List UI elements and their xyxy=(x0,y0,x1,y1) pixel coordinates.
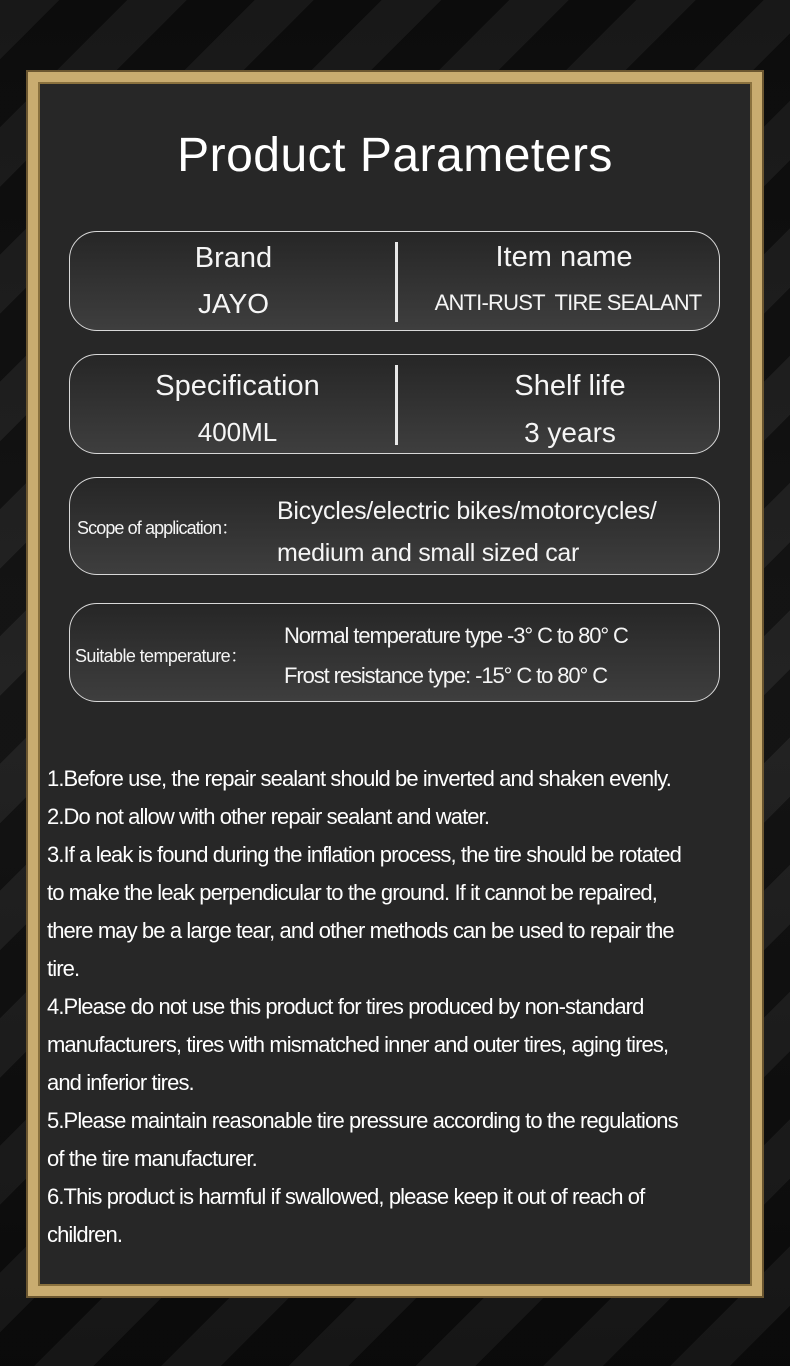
note-line: 4.Please do not use this product for tires produced by non-standard xyxy=(47,994,644,1019)
item-name-value: ANTI-RUST TIRE SEALANT xyxy=(434,290,702,315)
brand-value: JAYO xyxy=(197,288,270,319)
note-line: 1.Before use, the repair sealant should be inverted and shaken evenly. xyxy=(47,766,671,791)
note-line: 6.This product is harmful if swallowed, please keep it out of reach of xyxy=(47,1184,645,1209)
shelf-life-column xyxy=(397,355,721,453)
scope-card xyxy=(69,477,720,575)
item-name-label: Item name xyxy=(495,241,633,273)
note-line: children. xyxy=(47,1222,123,1247)
item-name-column xyxy=(397,232,721,330)
note-line: 5.Please maintain reasonable tire pressure according to the regulations xyxy=(47,1108,678,1133)
note-line: manufacturers, tires with mismatched inner and outer tires, aging tires, xyxy=(47,1032,669,1057)
page-title: Product Parameters xyxy=(177,129,613,182)
note-line: and inferior tires. xyxy=(47,1070,194,1095)
note-line: there may be a large tear, and other methods can be used to repair the xyxy=(47,918,674,943)
note-line: 2.Do not allow with other repair sealant and water. xyxy=(47,804,490,829)
scope-line-2: medium and small sized car xyxy=(277,539,580,567)
temperature-line-2: Frost resistance type: -15° C to 80° C xyxy=(284,663,608,688)
scope-label: Scope of application： xyxy=(77,518,239,538)
note-line: tire. xyxy=(47,956,80,981)
spec-shelf-card xyxy=(69,354,720,454)
brand-item-card xyxy=(69,231,720,331)
scope-values xyxy=(277,490,657,574)
specification-label: Specification xyxy=(155,370,320,402)
temperature-card xyxy=(69,603,720,702)
brand-label: Brand xyxy=(194,242,273,274)
specification-value: 400ML xyxy=(197,417,278,447)
temperature-values xyxy=(284,616,628,696)
specification-column xyxy=(70,355,397,453)
usage-notes xyxy=(47,760,767,1254)
brand-column xyxy=(70,232,397,330)
temperature-line-1: Normal temperature type -3° C to 80° C xyxy=(284,623,628,648)
note-line: to make the leak perpendicular to the ground. If it cannot be repaired, xyxy=(47,880,657,905)
scope-line-1: Bicycles/electric bikes/motorcycles/ xyxy=(277,497,657,525)
shelf-life-value: 3 years xyxy=(524,417,616,448)
note-line: 3.If a leak is found during the inflation process, the tire should be rotated xyxy=(47,842,681,867)
note-line: of the tire manufacturer. xyxy=(47,1146,257,1171)
temperature-label: Suitable temperature： xyxy=(75,646,248,666)
shelf-life-label: Shelf life xyxy=(514,370,626,402)
